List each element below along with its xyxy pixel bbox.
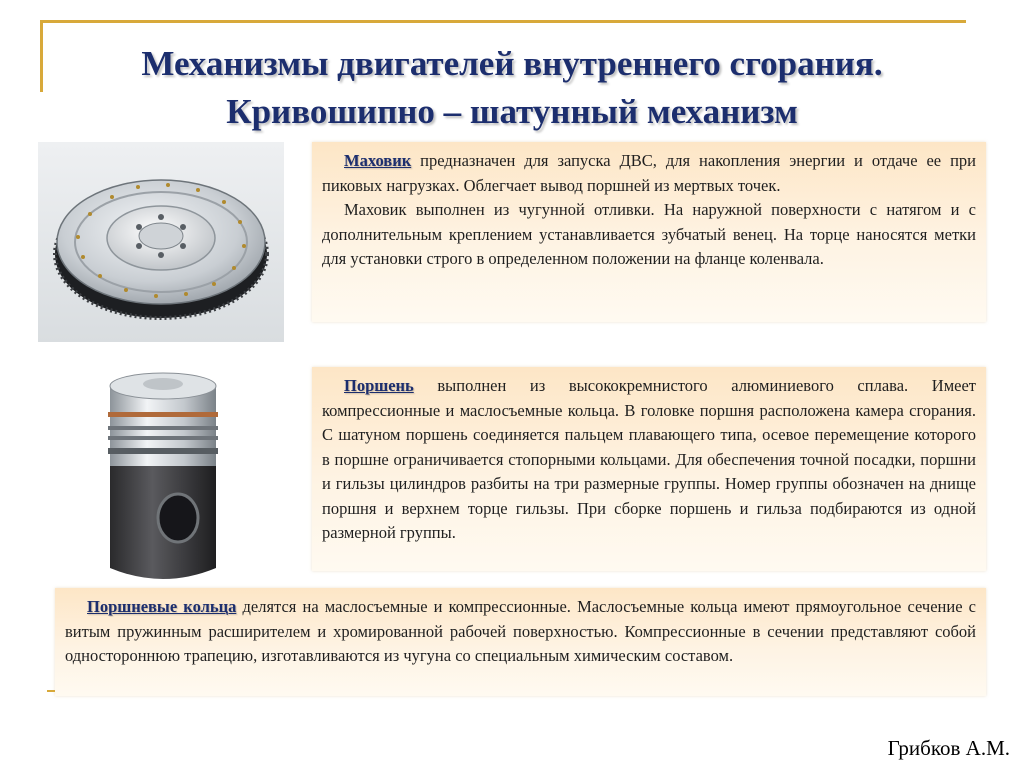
flywheel-keyword: Маховик xyxy=(344,151,412,170)
rings-keyword: Поршневые кольца xyxy=(87,597,237,616)
piston-keyword: Поршень xyxy=(344,376,414,395)
flywheel-image xyxy=(38,142,284,342)
title-line-1: Механизмы двигателей внутреннего сгорания. xyxy=(141,44,883,83)
title-line-2: Кривошипно – шатунный механизм xyxy=(226,92,798,131)
piston-text: выполнен из высококремнистого алюминиевого сплава. Имеет компрессионные и маслосъемные кольца. В головке поршня расположена камера сгорания. С шатуном поршень соединяется пальцем плавающего типа, осевое перемещение которого в поршне ограничивается стопорными кольцами. Для обеспечения точной посадки, поршни и гильзы цилиндров разбиты на три размерные группы. Номер группы обозначен на днище поршня и верхнем торце гильзы. При сборке поршень и гильза подбираются из одной размерной группы. xyxy=(322,376,976,542)
piston-rings-description xyxy=(55,588,986,696)
flywheel-paragraph-1 xyxy=(322,149,976,198)
rings-text: делятся на маслосъемные и компрессионные. Маслосъемные кольца имеют прямоугольное сечение с витым пружинным расширителем и хромированной рабочей поверхностью. Компрессионные в сечении представляют собой одностороннюю трапецию, изготавливаются из чугуна со специальным химическим составом. xyxy=(65,597,976,665)
flywheel-text-1: предназначен для запуска ДВС, для накопления энергии и отдаче ее при пиковых нагрузках. Облегчает вывод поршней из мертвых точек. xyxy=(322,151,976,195)
piston-paragraph xyxy=(322,374,976,546)
flywheel-paragraph-2: Маховик выполнен из чугунной отливки. На наружной поверхности с натягом и с дополнительным креплением устанавливается зубчатый венец. На торце наносятся метки для установки строго в определенном положении на фланце коленвала. xyxy=(322,200,976,268)
rings-paragraph xyxy=(65,595,976,669)
frame-bottom-tick xyxy=(47,690,55,692)
author-name: Грибков А.М. xyxy=(887,736,1010,760)
flywheel-description xyxy=(312,142,986,322)
piston-description xyxy=(312,367,986,571)
slide-title xyxy=(0,40,1024,136)
piston-image xyxy=(98,368,228,590)
frame-top-line xyxy=(40,20,966,23)
